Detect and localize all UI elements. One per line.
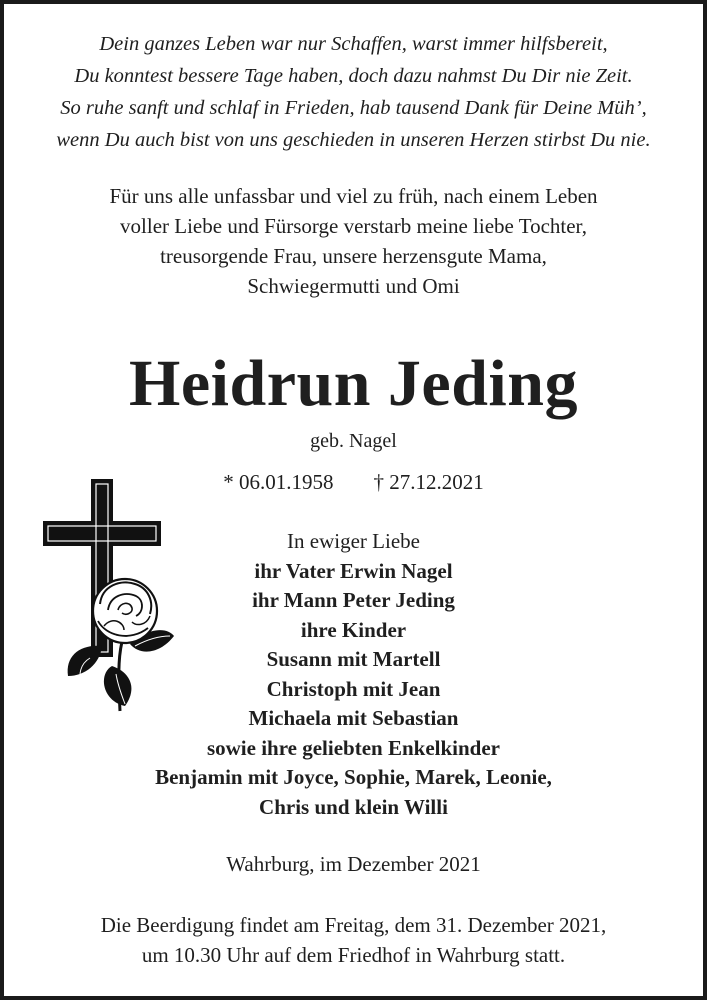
- deceased-name: Heidrun Jeding: [129, 347, 578, 420]
- intro-line: Für uns alle unfassbar und viel zu früh, nach einem Leben: [109, 184, 598, 208]
- intro-line: treusorgende Frau, unsere herzensgute Mama,: [160, 244, 547, 268]
- mourner-line: ihr Vater Erwin Nagel: [254, 558, 453, 583]
- mourners-list: [0, 527, 707, 822]
- intro-text: [0, 181, 707, 301]
- mourner-line: Susann mit Martell: [266, 647, 441, 671]
- place-and-date: Wahrburg, im Dezember 2021: [226, 852, 481, 876]
- birth-date: * 06.01.1958: [223, 470, 334, 494]
- poem-line: Dein ganzes Leben war nur Schaffen, warst immer hilfsbereit,: [99, 33, 608, 55]
- poem-line: Du konntest bessere Tage haben, doch dazu nahmst Du Dir nie Zeit.: [74, 65, 633, 87]
- mourner-line: ihr Mann Peter Jeding: [252, 588, 455, 612]
- mourner-line: ihre Kinder: [300, 617, 407, 642]
- intro-line: voller Liebe und Fürsorge verstarb meine liebe Tochter,: [120, 214, 587, 238]
- poem-verse: [0, 28, 707, 156]
- birth-name: geb. Nagel: [310, 430, 397, 452]
- intro-line: Schwiegermutti und Omi: [247, 274, 460, 298]
- mourner-line: sowie ihre geliebten Enkelkinder: [206, 735, 501, 760]
- mourner-line: Michaela mit Sebastian: [248, 706, 459, 730]
- poem-line: So ruhe sanft und schlaf in Frieden, hab tausend Dank für Deine Müh’,: [60, 97, 647, 119]
- funeral-line: Die Beerdigung findet am Freitag, dem 31. Dezember 2021,: [100, 913, 607, 937]
- funeral-line: um 10.30 Uhr auf dem Friedhof in Wahrburg statt.: [141, 943, 566, 967]
- funeral-info: [0, 910, 707, 970]
- mourner-line: Christoph mit Jean: [266, 676, 441, 701]
- poem-line: wenn Du auch bist von uns geschieden in unseren Herzen stirbst Du nie.: [56, 129, 651, 151]
- mourner-line: Chris und klein Willi: [259, 794, 448, 819]
- mourners-heading: In ewiger Liebe: [287, 529, 420, 553]
- mourner-line: Benjamin mit Joyce, Sophie, Marek, Leonie,: [155, 765, 552, 789]
- death-date: † 27.12.2021: [373, 470, 484, 494]
